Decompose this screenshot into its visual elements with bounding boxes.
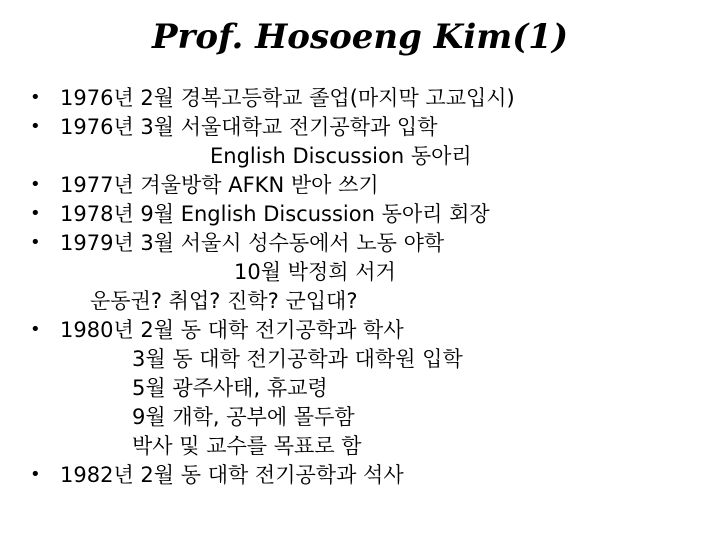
bullet-icon: • bbox=[30, 87, 41, 108]
timeline-line: 1977년 겨울방학 AFKN 받아 쓰기 bbox=[60, 173, 379, 197]
bullet-icon: • bbox=[30, 232, 41, 253]
bullet-icon: • bbox=[30, 116, 41, 137]
bullet-icon: • bbox=[30, 203, 41, 224]
timeline-line: 10월 박정희 서거 bbox=[234, 260, 396, 284]
timeline-line: 1979년 3월 서울시 성수동에서 노동 야학 bbox=[60, 231, 445, 255]
timeline-line: 박사 및 교수를 목표로 함 bbox=[132, 434, 362, 458]
timeline-line: 5월 광주사태, 휴교령 bbox=[132, 376, 328, 400]
timeline-line: 3월 동 대학 전기공학과 대학원 입학 bbox=[132, 347, 463, 371]
timeline-line: 1978년 9월 English Discussion 동아리 회장 bbox=[60, 202, 490, 226]
timeline-line: 9월 개학, 공부에 몰두함 bbox=[132, 405, 355, 429]
bullet-icon: • bbox=[30, 464, 41, 485]
timeline-line: 1980년 2월 동 대학 전기공학과 학사 bbox=[60, 318, 404, 342]
timeline-line: English Discussion 동아리 bbox=[210, 144, 472, 168]
slide-title: Prof. Hosoeng Kim(1) bbox=[151, 17, 569, 57]
bullet-icon: • bbox=[30, 319, 41, 340]
bullet-icon: • bbox=[30, 174, 41, 195]
timeline-line: 1982년 2월 동 대학 전기공학과 석사 bbox=[60, 463, 404, 487]
timeline-line: 운동권? 취업? 진학? 군입대? bbox=[90, 289, 358, 313]
timeline-line: 1976년 3월 서울대학교 전기공학과 입학 bbox=[60, 115, 438, 139]
timeline-line: 1976년 2월 경복고등학교 졸업(마지막 고교입시) bbox=[60, 86, 515, 110]
